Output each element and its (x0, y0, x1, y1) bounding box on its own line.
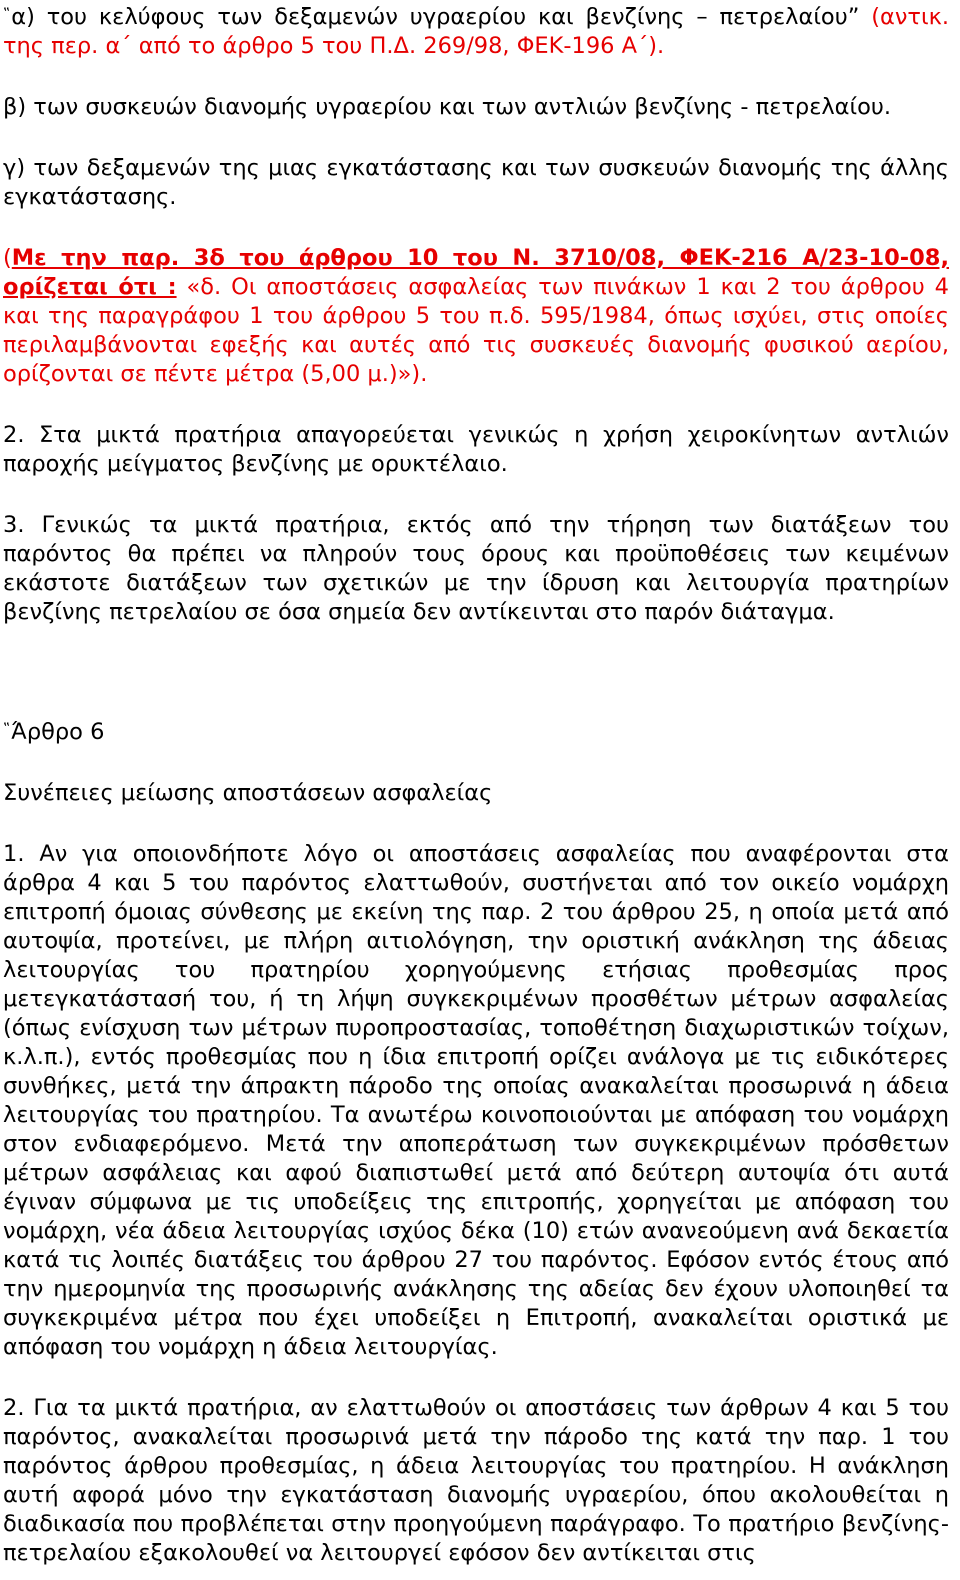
amendment-text: «δ. Οι αποστάσεις ασφαλείας των πινάκων 1 και 2 του άρθρου 4 και της παραγράφου 1 του άρθρου 5 του π.δ. 595/1984, όπως ισχύει, στις οποίες περιλαμβάνονται εφεξής και αυτές από τις συσκευές διανομής φυσικού αερίου, ορίζονται σε πέντε μέτρα (5,00 μ.)»). (3, 274, 949, 387)
article-paragraph-1: 1. Αν για οποιονδήποτε λόγο οι αποστάσεις ασφαλείας που αναφέρονται στα άρθρα 4 και 5 του παρόντος ελαττωθούν, συστήνεται από τον οικείο νομάρχη επιτροπή όμοιας σύνθεσης με εκείνη της παρ. 2 του άρθρου 25, η οποία μετά από αυτοψία, προτείνει, με πλήρη αιτιολόγηση, την οριστική ανάκληση της άδειας λειτουργίας του πρατηρίου χορηγούμενης ετήσιας προθεσμίας προς μετεγκατάστασή του, ή τη λήψη συγκεκριμένων προσθέτων μέτρων ασφαλείας (όπως ενίσχυση των μέτρων πυροπροστασίας, τοποθέτηση διαχωριστικών τοίχων, κ.λ.π.), εντός προθεσμίας που η ίδια επιτροπή ορίζει ανάλογα με τις ειδικότερες συνθήκες, μετά την άπρακτη πάροδο της οποίας ανακαλείται προσωρινά η άδεια λειτουργίας του πρατηρίου. Τα ανωτέρω κοινοποιούνται με απόφαση του νομάρχη στον ενδιαφερόμενο. Μετά την αποπεράτωση των συγκεκριμένων πρόσθετων μέτρων ασφάλειας και αφού διαπιστωθεί μετά από δεύτερη αυτοψία ότι αυτά έγιναν σύμφωνα με τις υποδείξεις της επιτροπής, χορηγείται με απόφαση του νομάρχη, νέα άδεια λειτουργίας ισχύος δέκα (10) ετών ανανεούμενη ανά δεκαετία κατά τις λοιπές διατάξεις του άρθρου 27 του παρόντος. Εφόσον εντός έτους από την ημερομηνία της προσωρινής ανάκλησης της αδείας δεν έχουν υλοποιηθεί τα συγκεκριμένα μέτρα που έχει υποδείξει η Επιτροπή, ανακαλείται οριστικά με απόφαση του νομάρχη η άδεια λειτουργίας. (3, 841, 949, 1360)
document-page (3, 0, 949, 1568)
paragraph-a-reference: (αντικ. της περ. α΄ από το άρθρο 5 του Π.Δ. 269/98, ΦΕΚ-196 Α΄). (3, 4, 949, 59)
article-opening-quote-mark: ‟ (3, 721, 11, 737)
article-paragraph-2: 2. Για τα μικτά πρατήρια, αν ελαττωθούν οι αποστάσεις των άρθρων 4 και 5 του παρόντος, ανακαλείται προσωρινά μετά την πάροδο της κατά την παρ. 1 του παρόντος άρθρου προθεσμίας, η άδεια λειτουργίας του πρατηρίου. Η ανάκληση αυτή αφορά μόνο την εγκατάσταση διανομής υγραερίου, όπου ακολουθείται η διαδικασία που προβλέπεται στην προηγούμενη παράγραφο. Το πρατήριο βενζίνης- πετρελαίου εξακολουθεί να λειτουργεί εφόσον δεν αντίκειται στις (3, 1395, 949, 1566)
paragraph-a-text: α) του κελύφους των δεξαμενών υγραερίου και βενζίνης – πετρελαίου” (11, 4, 872, 30)
article-heading-text: Άρθρο 6 (11, 719, 105, 745)
paragraph-a (3, 0, 949, 61)
paragraph-2: 2. Στα μικτά πρατήρια απαγορεύεται γενικώς η χρήση χειροκίνητων αντλιών παροχής μείγματος βενζίνης με ορυκτέλαιο. (3, 422, 949, 477)
paragraph-3: 3. Γενικώς τα μικτά πρατήρια, εκτός από την τήρηση των διατάξεων του παρόντος θα πρέπει να πληρούν τους όρους και προϋποθέσεις των κειμένων εκάστοτε διατάξεων των σχετικών με την ίδρυση και λειτουργία πρατηρίων βενζίνης πετρελαίου σε όσα σημεία δεν αντίκεινται στο παρόν διάταγμα. (3, 512, 949, 625)
paragraph-c: γ) των δεξαμενών της μιας εγκατάστασης και των συσκευών διανομής της άλλης εγκατάστασης. (3, 155, 949, 210)
amendment-open-paren: ( (3, 245, 12, 271)
article-heading (3, 715, 949, 747)
opening-quote-mark: ‟ (3, 6, 11, 22)
article-title: Συνέπειες μείωσης αποστάσεων ασφαλείας (3, 780, 493, 806)
amendment-law-reference: Με την παρ. 3δ του άρθρου 10 του Ν. 3710/08, ΦΕΚ-216 Α/23-10-08, ορίζεται ότι : (3, 245, 949, 300)
paragraph-b: β) των συσκευών διανομής υγραερίου και των αντλιών βενζίνης - πετρελαίου. (3, 94, 892, 120)
amendment-paragraph (3, 244, 949, 389)
